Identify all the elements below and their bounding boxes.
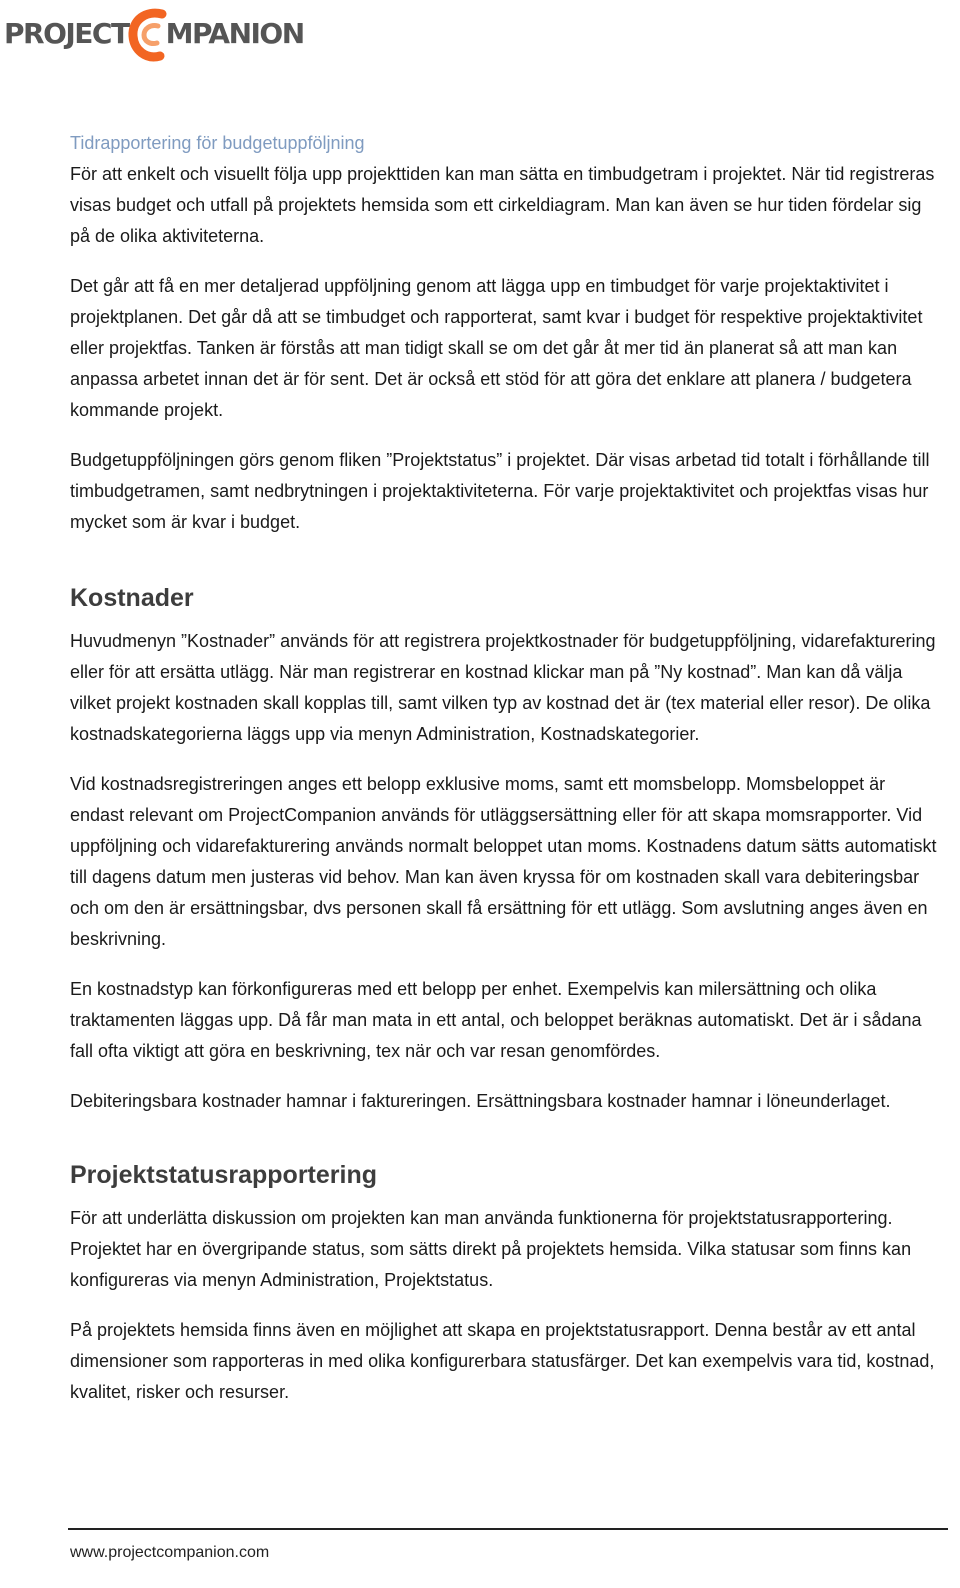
paragraph: För att enkelt och visuellt följa upp projekttiden kan man sätta en timbudgetram i projektet. När tid registreras visas budget och utfall på projektets hemsida som ett cirkeldiagram. Man kan även se hur tiden fördelar sig på de olika aktiviteterna. xyxy=(70,164,935,246)
logo xyxy=(4,4,304,64)
paragraph: På projektets hemsida finns även en möjlighet att skapa en projektstatusrapport. Denna består av ett antal dimensioner som rapporteras in med olika konfigurerbara statusfärger. Det kan exempelvis vara tid, kostnad, kvalitet, risker och resurser. xyxy=(70,1320,935,1402)
logo-text-left: PROJECT xyxy=(4,17,129,50)
subheading-budget: Tidrapportering för budgetuppföljning xyxy=(70,133,365,153)
footer-url[interactable]: www.projectcompanion.com xyxy=(70,1544,270,1561)
document-body xyxy=(70,128,942,1427)
paragraph: Vid kostnadsregistreringen anges ett belopp exklusive moms, samt ett momsbelopp. Momsbeloppet är endast relevant om ProjectCompanion används för utläggsersättning eller för att skapa momsrapporter. Vid uppföljning och vidarefakturering används normalt beloppet utan moms. Kostnadens datum sätts automatiskt till dagens datum men justeras vid behov. Man kan även kryssa för om kostnaden skall vara debiteringsbar och om den är ersättningsbar, dvs personen skall få ersättning för ett utlägg. Som avslutning anges även en beskrivning. xyxy=(70,774,937,949)
paragraph: Budgetuppföljningen görs genom fliken ”Projektstatus” i projektet. Där visas arbetad tid totalt i förhållande till timbudgetramen, samt nedbrytningen i projektaktiviteterna. För varje projektaktivitet och projektfas visas hur mycket som är kvar i budget. xyxy=(70,450,930,532)
paragraph: En kostnadstyp kan förkonfigureras med ett belopp per enhet. Exempelvis kan milersättning och olika traktamenten läggas upp. Då får man mata in ett antal, och beloppet beräknas automatiskt. Det är i sådana fall ofta viktigt att göra en beskrivning, tex när och var resan genomfördes. xyxy=(70,979,922,1061)
heading-costs: Kostnader xyxy=(70,584,194,612)
footer-divider xyxy=(68,1528,948,1530)
paragraph: Huvudmenyn ”Kostnader” används för att registrera projektkostnader för budgetuppföljning, vidarefakturering eller för att ersätta utlägg. När man registrerar en kostnad klickar man på ”Ny kostnad”. Man kan då välja vilket projekt kostnaden skall kopplas till, samt vilken typ av kostnad det är (tex material eller resor). De olika kostnadskategorierna läggs upp via menyn Administration, Kostnadskategorier. xyxy=(70,631,936,744)
paragraph: Det går att få en mer detaljerad uppföljning genom att lägga upp en timbudget för varje projektaktivitet i projektplanen. Det går då att se timbudget och rapporterat, samt kvar i budget för respektive projektaktivitet eller projektfas. Tanken är förstås att man tidigt skall se om det går åt mer tid än planerat så att man kan anpassa arbetet innan det är för sent. Det är också ett stöd för att göra det enklare att planera / budgetera kommande projekt. xyxy=(70,276,923,420)
logo-text-right: MPANION xyxy=(165,17,304,50)
swoosh-c-icon xyxy=(128,4,168,64)
paragraph: Debiteringsbara kostnader hamnar i faktureringen. Ersättningsbara kostnader hamnar i löneunderlaget. xyxy=(70,1091,891,1111)
paragraph: För att underlätta diskussion om projekten kan man använda funktionerna för projektstatusrapportering. Projektet har en övergripande status, som sätts direkt på projektets hemsida. Vilka statusar som finns kan konfigureras via menyn Administration, Projektstatus. xyxy=(70,1208,912,1290)
heading-project-status: Projektstatusrapportering xyxy=(70,1161,378,1189)
